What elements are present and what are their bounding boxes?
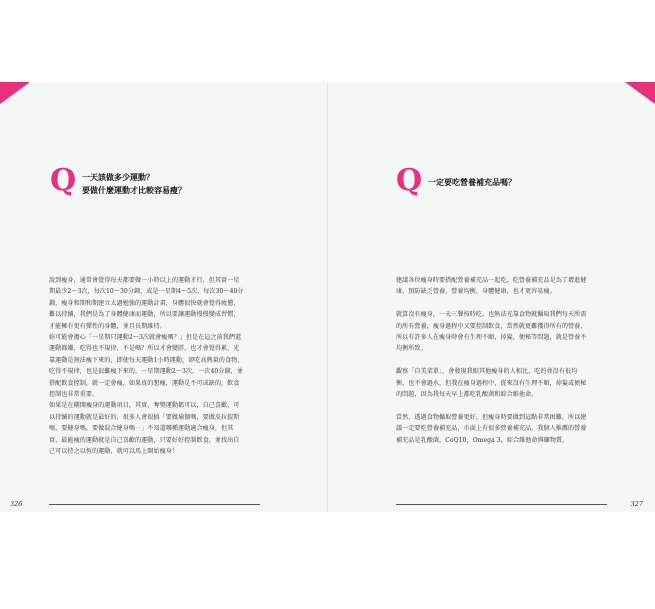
body-line: 如果是在剛開瘦身的運動項目，其實，奪獎運動都可以，自己喜歡，可	[49, 402, 240, 410]
question-block	[50, 163, 186, 198]
body-paragraph	[396, 366, 636, 400]
corner-tab-icon	[625, 82, 655, 104]
corner-tab-icon	[0, 82, 30, 104]
body-line: 妳可能會擔心「一星期只運動2～3次就會瘦嗎？」但是在這之前我們還	[49, 334, 242, 342]
body-line: 嗎，要健身嗎，要做混合健身嗎⋯」不知道哪種運動適合瘦身，但其	[49, 425, 234, 433]
question-title	[428, 176, 516, 189]
body-line: 才能擁有更有彈性的身體，並且長期維持。	[49, 322, 166, 330]
body-line: 就算沒有瘦身，一天三餐按時吃，也無法光靠食物就攝取我們每天所需	[396, 311, 587, 319]
body-line: 議一定要吃營養補充品，市面上有很多營養補充品，我個人推薦的營養	[396, 425, 587, 433]
question-title	[82, 171, 186, 197]
body-line: 衡，也不會過水，但我在瘦身過程中，從來沒有生理不順，掉髮或便秘	[396, 379, 587, 387]
right-page	[328, 82, 655, 512]
page-number: 327	[630, 500, 643, 508]
footer-rule	[49, 504, 260, 505]
body-paragraph	[396, 309, 636, 355]
body-line: 難以持續，我們是為了身體健康而運動，所以要讓運動慢慢變成習慣，	[49, 311, 240, 319]
body-line: 均衡所致。	[396, 345, 427, 353]
body-line: 補充品是乳酸菌，CoQ10，Omega 3，綜合維他命與礦物質。	[396, 436, 569, 444]
body-line: 靠運動是無法瘦下來的，即使每天運動1小時運動，卻吃高熱量的食物，	[49, 356, 244, 364]
book-spread	[0, 82, 655, 512]
left-page	[0, 82, 327, 512]
answer-body	[396, 275, 636, 457]
body-paragraph	[396, 412, 636, 446]
body-line: 控制也非常重要。	[49, 391, 99, 399]
question-line: 一天該做多少運動？	[82, 173, 154, 182]
body-line: 期最少2～3次，每次10～30分鐘，或是一星期4～5次、每次30～40分	[49, 288, 244, 296]
q-letter: Q	[396, 163, 423, 198]
answer-body	[49, 275, 289, 458]
body-line: 的問題，因為我每天早上都吃乳酸菌和綜合維他命。	[396, 391, 538, 399]
body-line: 以持續的運動就是最好的，很多人會很搞「要做瑜伽嗎，要做皮拉提斯	[49, 413, 240, 421]
body-line: 所以有許多人在瘦身時會有生理不順，掉髮，便秘等問題，就是營養不	[396, 334, 587, 342]
body-line: 吃得不規律，也是很難瘦下來的，一星期運動2～3次，一次40分鐘，並	[49, 368, 243, 376]
body-line: 說到瘦身，通常會覺得每天都要做一小時以上的運動才行，但其實一星	[49, 277, 240, 284]
body-line: 搭配飲食控制，就一定會瘦，如果真的想瘦，運動是不可或缺的，飲食	[49, 379, 240, 387]
body-line: 運動都嫌，吃得也不規律，不是嗎？所以才會變胖，也才會覺得累，光	[49, 345, 240, 353]
body-line: 當然，透過食物攝取營養更好，但瘦身時要做到這點非常困難，所以建	[396, 413, 587, 421]
body-line: 的所有營養，瘦身過程中又要控制飲食，當然就更難獲得所有的營養，	[396, 322, 587, 330]
q-letter: Q	[50, 163, 77, 198]
body-line: 實，最能瘦的運動就是自己喜歡的運動，只要好好控制飲食，並找出自	[49, 436, 240, 444]
body-paragraph	[396, 275, 636, 298]
question-line: 一定要吃營養補充品嗎？	[428, 178, 516, 187]
body-line: 鐘，瘦身和期和期建立太過勉強的運動計畫，身體很快就會覺得疲憊，	[49, 299, 240, 307]
body-line: 己可以持之以恆的運動，就可以馬上開始瘦身！	[49, 448, 179, 456]
body-line: 康，預防缺乏營養，營養均衡，身體健康，也才更容易瘦。	[396, 288, 556, 296]
footer-rule	[396, 504, 607, 505]
page-number: 326	[10, 500, 23, 508]
question-line: 要做什麼運動才比較容易瘦？	[82, 186, 186, 195]
question-block	[396, 163, 516, 198]
body-line: 建議各位瘦身時要搭配營養補充品一起吃，吃營養補充品是為了增進健	[396, 277, 587, 284]
body-line: 觀察「自美菜單」，會發現我眼其他瘦身的人相比，吃的並沒有很均	[396, 368, 578, 376]
